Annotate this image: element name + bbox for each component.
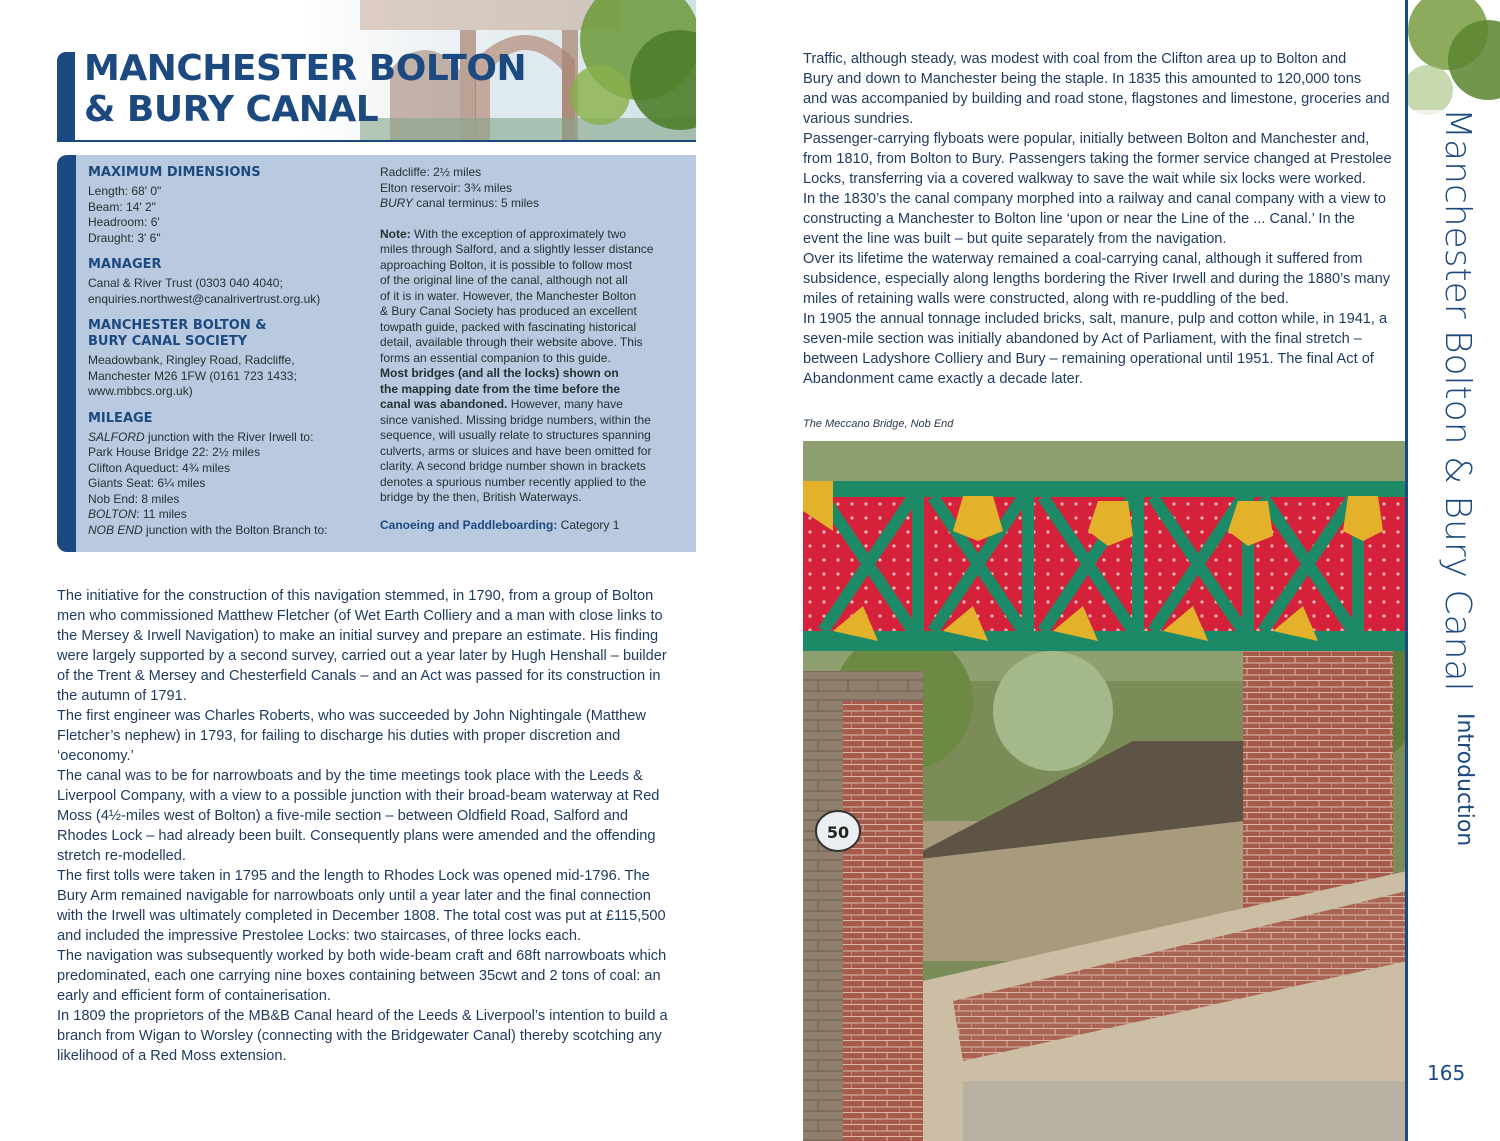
mileage-section [88,411,358,539]
society-line: Meadowbank, Ringley Road, Radcliffe, [88,353,295,367]
place-name: BOLTON [88,507,137,521]
note-text: However, many have [507,397,623,411]
title-line-2: & BURY CANAL [84,89,379,130]
text-line: Locks, transferring via a covered walkway to save the wait while six locks were worked. [803,171,1366,187]
text-line: of the Trent & Mersey and Chesterfield Canals – and an Act was passed for its construction in [57,668,661,684]
society-heading-line: BURY CANAL SOCIETY [88,334,248,349]
paragraph [57,766,697,866]
note-line: miles through Salford, and a slightly lesser distance [380,242,654,256]
note-line: sequence, will usually relate to structures spanning [380,428,651,442]
text-line: branch from Wigan to Worsley (connecting with the Bridgewater Canal) thereby scotching any [57,1028,662,1044]
text-line: Rhodes Lock – had already been built. Consequently plans were amended and the offending [57,828,656,844]
mileage-line [380,196,680,212]
manager-line: Canal & River Trust (0303 040 4040; [88,276,283,290]
canoeing-line [380,518,680,534]
title-underline [57,140,696,142]
note-bold-text: canal was abandoned. [380,397,508,411]
text-line: Moss (4½-miles west of Bolton) a five-mile section – between Oldfield Road, Salford and [57,808,629,824]
side-title-text: Manchester Bolton & Bury Canal [1437,108,1478,692]
text-line: Traffic, although steady, was modest with coal from the Clifton area up to Bolton and [803,51,1347,67]
info-box-column-2 [380,165,680,533]
note-line [380,227,680,243]
dimension-line: Headroom: 6' [88,215,160,229]
text-line: Liverpool Company, with a view to a possible junction with their broad-beam waterway at Red [57,788,660,804]
note-bold-line: the mapping date from the time before the [380,381,621,396]
society-heading-line: MANCHESTER BOLTON & [88,318,267,333]
text-line: and was accompanied by building and road stone, flagstones and limestone, groceries and [803,91,1390,107]
dimension-line: Length: 68' 0" [88,184,162,198]
note-line: clarity. A second bridge number shown in brackets [380,459,646,473]
text-line: miles of retaining walls were constructed, along with re-puddling of the bed. [803,291,1289,307]
paragraph [57,866,697,946]
note-bold-line: Most bridges (and all the locks) shown on [380,366,619,380]
side-section-label [1453,713,1493,863]
text-line: likelihood of a Red Moss extension. [57,1048,287,1064]
text-line: Over its lifetime the waterway remained a coal-carrying canal, although it suffered from [803,251,1363,267]
mileage-text: junction with the Bolton Branch to: [142,522,328,537]
mileage-line: Clifton Aqueduct: 4¾ miles [88,460,231,475]
mileage-continued [380,165,680,212]
text-line: Bury and down to Manchester being the staple. In 1835 this amounted to 120,000 tons [803,71,1362,87]
paragraph [57,946,697,1006]
mileage-line: Giants Seat: 6¼ miles [88,476,206,490]
meccano-bridge-photo [803,441,1407,1141]
paragraph [803,189,1403,249]
text-line: In the 1830’s the canal company morphed into a railway and canal company with a view to [803,191,1387,207]
info-box-column-1 [88,165,358,549]
society-section [88,318,358,400]
title-line-1: MANCHESTER BOLTON [84,48,527,89]
text-line: stretch re-modelled. [57,848,186,864]
canoeing-label: Canoeing and Paddleboarding: [380,517,558,532]
mileage-text: : 11 miles [136,507,187,521]
text-line: constructing a Manchester to Bolton line ‘upon or near the Line of the ... Canal.’ In the [803,211,1355,227]
paragraph [57,706,697,766]
text-line: men who commissioned Matthew Fletcher (of Wet Earth Colliery and a man with close links to [57,608,663,624]
note-text: With the exception of approximately two [410,226,627,241]
paragraph [803,249,1403,309]
text-line: Abandonment came exactly a decade later. [803,371,1083,387]
note-line: detail, available through their website above. This [380,335,643,349]
dimension-line: Draught: 3' 6" [88,230,161,245]
max-dimensions-heading: MAXIMUM DIMENSIONS [88,165,261,180]
text-line: seven-mile section was initially abandoned by Act of Parliament, with the final stretch – [803,331,1362,347]
text-line: predominated, each one carrying nine boxes containing between 35cwt and 2 tons of coal: an [57,968,661,984]
place-name: NOB END [88,522,143,537]
text-line: the autumn of 1791. [57,688,187,704]
society-line: Manchester M26 1FW (0161 723 1433; [88,368,297,383]
note-line: towpath guide, packed with fascinating historical [380,319,637,334]
text-line: Bury Arm remained navigable for narrowboats only until a year later and the final connection [57,888,651,904]
text-line: the Mersey & Irwell Navigation) to make an initial survey and prepare an estimate. His finding [57,628,659,644]
text-line: from 1810, from Bolton to Bury. Passengers taking the former service changed at Prestolee [803,151,1392,167]
side-running-title [1404,108,1484,708]
text-line: The canal was to be for narrowboats and by the time meetings took place with the Leeds & [57,768,643,784]
dimension-line: Beam: 14' 2" [88,199,156,214]
mileage-line [88,430,358,446]
manager-heading: MANAGER [88,257,162,272]
photo-caption: The Meccano Bridge, Nob End [803,418,954,430]
mileage-line: Radcliffe: 2½ miles [380,165,482,179]
text-line: The navigation was subsequently worked by both wide-beam craft and 68ft narrowboats which [57,948,667,964]
mileage-text: junction with the River Irwell to: [144,429,314,444]
mileage-text: canal terminus: 5 miles [412,196,539,210]
note-line [380,397,680,413]
text-line: Passenger-carrying flyboats were popular, initially between Bolton and Manchester and, [803,131,1370,147]
note-line: since vanished. Missing bridge numbers, within the [380,412,651,427]
text-line: between Ladyshore Colliery and Bury – remaining operational until 1951. The final Act of [803,351,1374,367]
manager-section [88,257,358,307]
text-line: In 1809 the proprietors of the MB&B Canal heard of the Leeds & Liverpool’s intention to build a [57,1008,668,1024]
bridge-number-plate: 50 [826,823,850,842]
paragraph [803,49,1403,129]
canoeing-section [380,518,680,534]
note-line: forms an essential companion to this guide. [380,350,611,365]
note-line: culverts, arms or sluices and have been omitted for [380,443,652,458]
mileage-line [88,523,358,539]
text-line: The first tolls were taken in 1795 and the length to Rhodes Lock was opened mid-1796. The [57,868,650,884]
note-line: approaching Bolton, it is possible to follow most [380,257,633,272]
left-column-text [57,586,697,1066]
manager-line: enquiries.northwest@canalrivertrust.org.uk) [88,291,321,306]
canoeing-value: Category 1 [557,517,620,532]
text-line: and included the impressive Prestolee Locks: two staircases, of three locks each. [57,928,582,944]
text-line: were largely supported by a second survey, carried out a year later by Hugh Henshall – builder [57,648,667,664]
note-line: of it is in water. However, the Manchester Bolton [380,288,637,303]
text-line: with the Irwell was ultimately completed in December 1808. The total cost was put at £115,500 [57,908,666,924]
place-name: BURY [380,196,413,210]
mileage-line: Nob End: 8 miles [88,491,180,506]
note-line: of the original line of the canal, although not all [380,273,628,287]
text-line: In 1905 the annual tonnage included bricks, salt, manure, pulp and cotton while, in 1941, a [803,311,1388,327]
mileage-line [88,507,358,523]
max-dimensions-section [88,165,358,246]
text-line: event the line was built – but quite separately from the navigation. [803,231,1227,247]
mileage-line: Park House Bridge 22: 2½ miles [88,445,261,459]
note-label: Note: [380,226,411,241]
society-heading [88,318,358,350]
right-column-text [803,49,1403,389]
paragraph [57,586,697,706]
paragraph [57,1006,697,1066]
place-name: SALFORD [88,429,145,444]
text-line: subsidence, especially along lengths bordering the River Irwell and during the 1880’s many [803,271,1391,287]
text-line: The first engineer was Charles Roberts, who was succeeded by John Nightingale (Matthew [57,708,646,724]
note-section [380,227,680,506]
info-box-accent-bar [57,155,76,552]
side-section-text: Introduction [1452,713,1477,847]
text-line: various sundries. [803,111,914,127]
page-number: 165 [1427,1061,1466,1085]
paragraph [803,309,1403,389]
page-title [84,48,526,130]
society-line: www.mbbcs.org.uk) [88,384,193,398]
mileage-heading: MILEAGE [88,410,153,426]
text-line: The initiative for the construction of this navigation stemmed, in 1790, from a group of Bolton [57,588,654,604]
mileage-line: Elton reservoir: 3¾ miles [380,180,513,195]
text-line: Fletcher’s nephew) in 1793, for failing to discharge his duties with proper discretion and [57,728,621,744]
text-line: ‘oeconomy.’ [57,748,134,764]
text-line: early and efficient form of containerisation. [57,988,331,1004]
title-accent-bar [57,52,75,142]
note-line: denotes a spurious number recently applied to the [380,474,647,489]
note-line: bridge by the then, British Waterways. [380,490,582,504]
note-line: & Bury Canal Society has produced an excellent [380,304,637,318]
paragraph [803,129,1403,189]
